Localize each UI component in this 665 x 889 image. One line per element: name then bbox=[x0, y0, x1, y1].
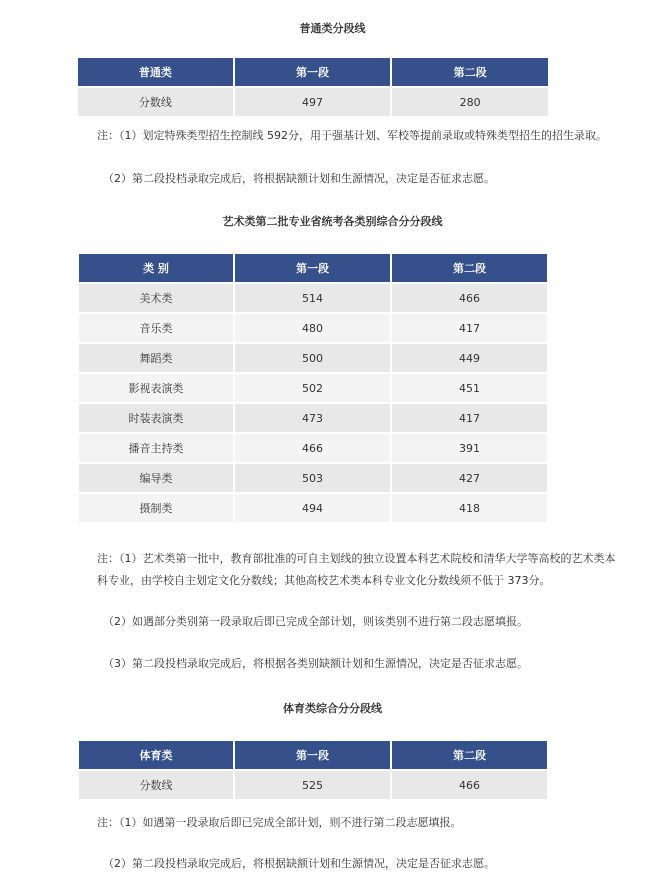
section1-title: 普通类分段线 bbox=[299, 22, 366, 35]
sports-score-table bbox=[77, 739, 549, 801]
row-label: 美术类 bbox=[79, 284, 233, 312]
row-label: 摄制类 bbox=[79, 494, 233, 522]
table-header-row bbox=[79, 254, 547, 282]
second-segment-score: 391 bbox=[392, 434, 547, 462]
column-header: 体育类 bbox=[79, 741, 233, 769]
table-row bbox=[79, 314, 547, 342]
note-line: （2）如遇部分类别第一段录取后即已完成全部计划，则该类别不进行第二段志愿填报。 bbox=[103, 615, 528, 628]
table-row bbox=[79, 434, 547, 462]
first-segment-score: 480 bbox=[235, 314, 390, 342]
first-segment-score: 514 bbox=[235, 284, 390, 312]
second-segment-score: 417 bbox=[392, 404, 547, 432]
table-header-row bbox=[79, 741, 547, 769]
ordinary-score-table bbox=[76, 56, 550, 118]
table-header-row bbox=[78, 58, 548, 86]
column-header: 第一段 bbox=[235, 58, 391, 86]
second-segment-score: 280 bbox=[392, 88, 548, 116]
first-segment-score: 494 bbox=[235, 494, 390, 522]
column-header: 第一段 bbox=[235, 741, 390, 769]
table-row bbox=[79, 464, 547, 492]
row-label: 分数线 bbox=[79, 771, 233, 799]
first-segment-score: 497 bbox=[235, 88, 391, 116]
note-line: 注：（1）如遇第一段录取后即已完成全部计划，则不进行第二段志愿填报。 bbox=[97, 816, 462, 829]
row-label: 分数线 bbox=[78, 88, 233, 116]
first-segment-score: 525 bbox=[235, 771, 390, 799]
first-segment-score: 466 bbox=[235, 434, 390, 462]
column-header: 第二段 bbox=[392, 741, 547, 769]
second-segment-score: 418 bbox=[392, 494, 547, 522]
note-line: （3）第二段投档录取完成后，将根据各类别缺额计划和生源情况，决定是否征求志愿。 bbox=[103, 657, 528, 670]
second-segment-score: 451 bbox=[392, 374, 547, 402]
table-row bbox=[79, 404, 547, 432]
first-segment-score: 473 bbox=[235, 404, 390, 432]
column-header: 第二段 bbox=[392, 254, 547, 282]
note-line: （2）第二段投档录取完成后，将根据缺额计划和生源情况，决定是否征求志愿。 bbox=[103, 172, 495, 185]
column-header: 第二段 bbox=[392, 58, 548, 86]
column-header: 类 别 bbox=[79, 254, 233, 282]
second-segment-score: 449 bbox=[392, 344, 547, 372]
table-row bbox=[79, 284, 547, 312]
row-label: 播音主持类 bbox=[79, 434, 233, 462]
second-segment-score: 417 bbox=[392, 314, 547, 342]
row-label: 时装表演类 bbox=[79, 404, 233, 432]
table-row bbox=[79, 374, 547, 402]
row-label: 编导类 bbox=[79, 464, 233, 492]
first-segment-score: 503 bbox=[235, 464, 390, 492]
row-label: 音乐类 bbox=[79, 314, 233, 342]
first-segment-score: 500 bbox=[235, 344, 390, 372]
row-label: 影视表演类 bbox=[79, 374, 233, 402]
second-segment-score: 427 bbox=[392, 464, 547, 492]
section3-title: 体育类综合分分段线 bbox=[283, 702, 382, 715]
table-row bbox=[78, 88, 548, 116]
first-segment-score: 502 bbox=[235, 374, 390, 402]
table-row bbox=[79, 494, 547, 522]
second-segment-score: 466 bbox=[392, 284, 547, 312]
art-score-table bbox=[77, 252, 549, 524]
note-line: （2）第二段投档录取完成后，将根据缺额计划和生源情况，决定是否征求志愿。 bbox=[103, 857, 495, 870]
table-row bbox=[79, 344, 547, 372]
row-label: 舞蹈类 bbox=[79, 344, 233, 372]
section2-title: 艺术类第二批专业省统考各类别综合分分段线 bbox=[222, 215, 443, 228]
second-segment-score: 466 bbox=[392, 771, 547, 799]
table-row bbox=[79, 771, 547, 799]
column-header: 普通类 bbox=[78, 58, 233, 86]
note-paragraph: 注：（1）艺术类第一批中，教育部批准的可自主划线的独立设置本科艺术院校和清华大学等高校的艺术类本科专业，由学校自主划定文化分数线；其他高校艺术类本科专业文化分数线须不低于 373分。 bbox=[97, 552, 616, 587]
note-line: 注：（1）划定特殊类型招生控制线 592分，用于强基计划、军校等提前录取或特殊类型招生的招生录取。 bbox=[97, 129, 607, 142]
column-header: 第一段 bbox=[235, 254, 390, 282]
